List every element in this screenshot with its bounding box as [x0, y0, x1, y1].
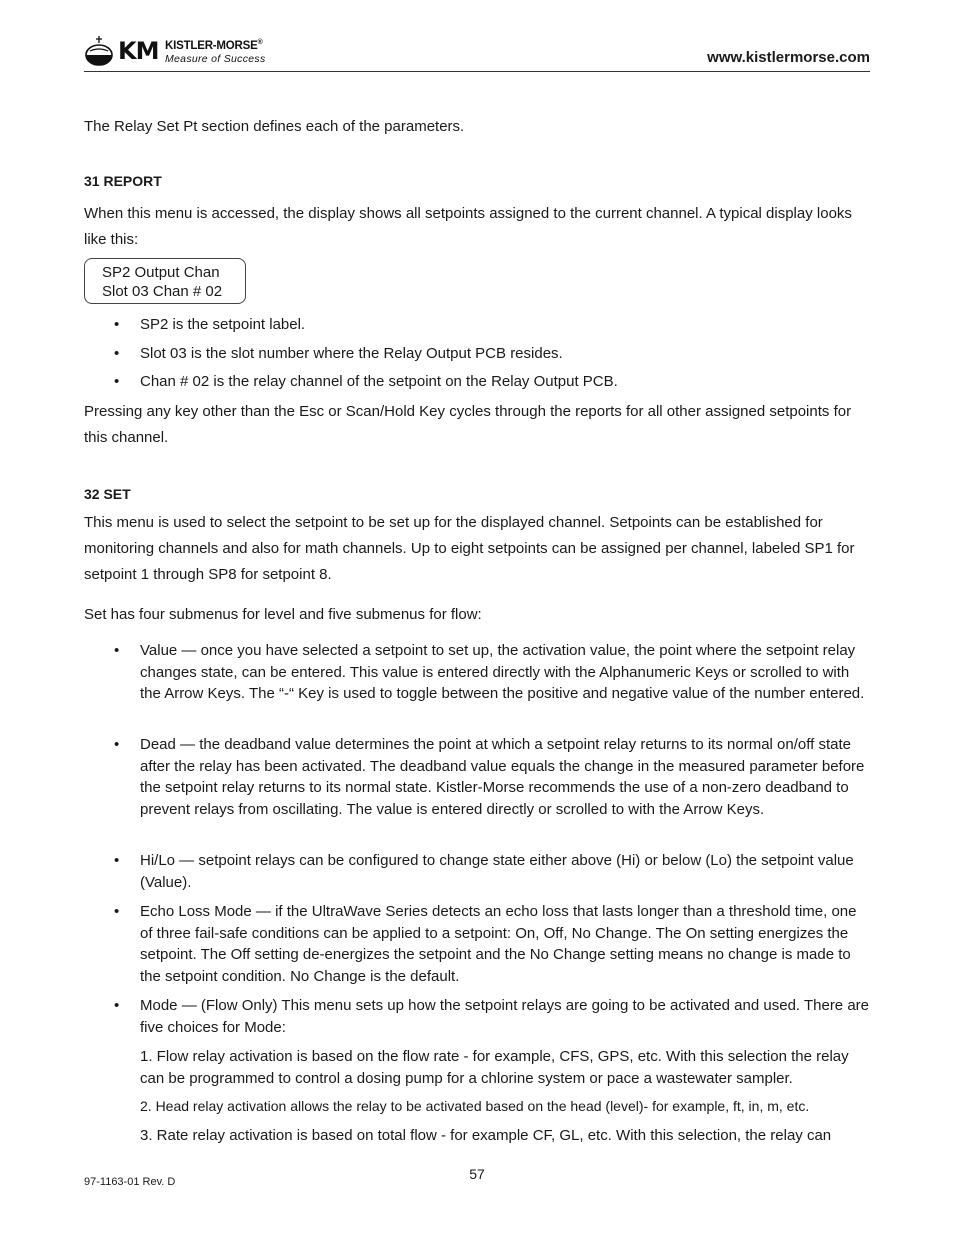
bullet-icon: •	[114, 736, 120, 753]
list-item-text: Value — once you have selected a setpoint to set up, the activation value, the point where the setpoint relay changes state, can be entered. This value is entered directly with the Alphanumeric Keys or scrolled to with the Arrow Keys. The “-“ Key is used to toggle between the positive and negative value of the number entered.	[140, 642, 865, 703]
display-readout-example	[84, 258, 246, 304]
logo-brand-name	[165, 40, 263, 52]
website-link[interactable]: www.kistlermorse.com	[707, 49, 870, 66]
page-number: 57	[469, 1166, 485, 1182]
list-item-text: Hi/Lo — setpoint relays can be configured to change state either above (Hi) or below (Lo) the setpoint value (Value).	[140, 852, 854, 891]
bullet-icon: •	[114, 316, 120, 333]
list-item-text: Slot 03 is the slot number where the Relay Output PCB resides.	[140, 345, 563, 362]
list-item-text: Echo Loss Mode — if the UltraWave Series detects an echo loss that lasts longer than a threshold time, one of three fail-safe conditions can be applied to a setpoint: On, Off, No Change. The On setting energizes the setpoint. The Off setting de-energizes the setpoint and the No Change setting means no change is made to the setpoint condition. No Change is the default.	[140, 903, 857, 986]
mode-item-head: 2. Head relay activation allows the relay to be activated based on the head (level)- for example, ft, in, m, etc.	[140, 1098, 810, 1114]
bullet-icon: •	[114, 997, 120, 1014]
list-item-text: Chan # 02 is the relay channel of the setpoint on the Relay Output PCB.	[140, 373, 618, 390]
registered-mark: ®	[257, 39, 263, 46]
section-31-paragraph-2: Pressing any key other than the Esc or Scan/Hold Key cycles through the reports for all other assigned setpoints for this channel.	[84, 403, 852, 446]
bullet-icon: •	[114, 852, 120, 869]
display-line-2: Slot 03 Chan # 02	[102, 283, 223, 300]
section-31-heading: 31 REPORT	[84, 173, 162, 189]
mode-item-rate: 3. Rate relay activation is based on total flow - for example CF, GL, etc. With this selection, the relay can	[140, 1127, 832, 1144]
company-logo	[84, 36, 284, 68]
list-item-text: Mode — (Flow Only) This menu sets up how the setpoint relays are going to be activated and used. There are five choices for Mode:	[140, 997, 870, 1036]
list-item-text: SP2 is the setpoint label.	[140, 316, 306, 333]
bullet-icon: •	[114, 903, 120, 920]
logo-tagline: Measure of Success	[165, 53, 266, 65]
section-32-heading: 32 SET	[84, 486, 131, 502]
bullet-icon: •	[114, 642, 120, 659]
bullet-icon: •	[114, 345, 120, 362]
header-divider	[84, 71, 870, 72]
display-line-1: SP2 Output Chan	[102, 264, 220, 281]
bullet-icon: •	[114, 373, 120, 390]
list-item-text: Dead — the deadband value determines the point at which a setpoint relay returns to its normal on/off state after the relay has been activated. The deadband value equals the change in the measured parameter before the setpoint relay returns to its normal state. Kistler-Morse recommends the use of a non-zero deadband to prevent relays from oscillating. The value is entered directly or scrolled to with the Arrow Keys.	[140, 736, 865, 819]
document-number: 97-1163-01 Rev. D	[84, 1176, 176, 1188]
section-31-paragraph: When this menu is accessed, the display shows all setpoints assigned to the current channel. A typical display looks like this:	[84, 205, 852, 248]
section-32-paragraph-2: Set has four submenus for level and five submenus for flow:	[84, 606, 482, 623]
logo-emblem-icon	[84, 36, 116, 68]
section-32-paragraph: This menu is used to select the setpoint to be set up for the displayed channel. Setpoints can be established for monitoring channels and also for math channels. Up to eight setpoints can be assigned per channel, labeled SP1 for setpoint 1 through SP8 for setpoint 8.	[84, 514, 855, 583]
mode-item-flow: 1. Flow relay activation is based on the flow rate - for example, CFS, GPS, etc. With this selection the relay can be programmed to control a dosing pump for a chlorine system or pace a wastewater sampler.	[140, 1048, 849, 1087]
logo-mark: KM	[118, 37, 159, 65]
logo-brand-text: KISTLER-MORSE	[165, 40, 258, 52]
intro-paragraph: The Relay Set Pt section defines each of the parameters.	[84, 118, 465, 135]
